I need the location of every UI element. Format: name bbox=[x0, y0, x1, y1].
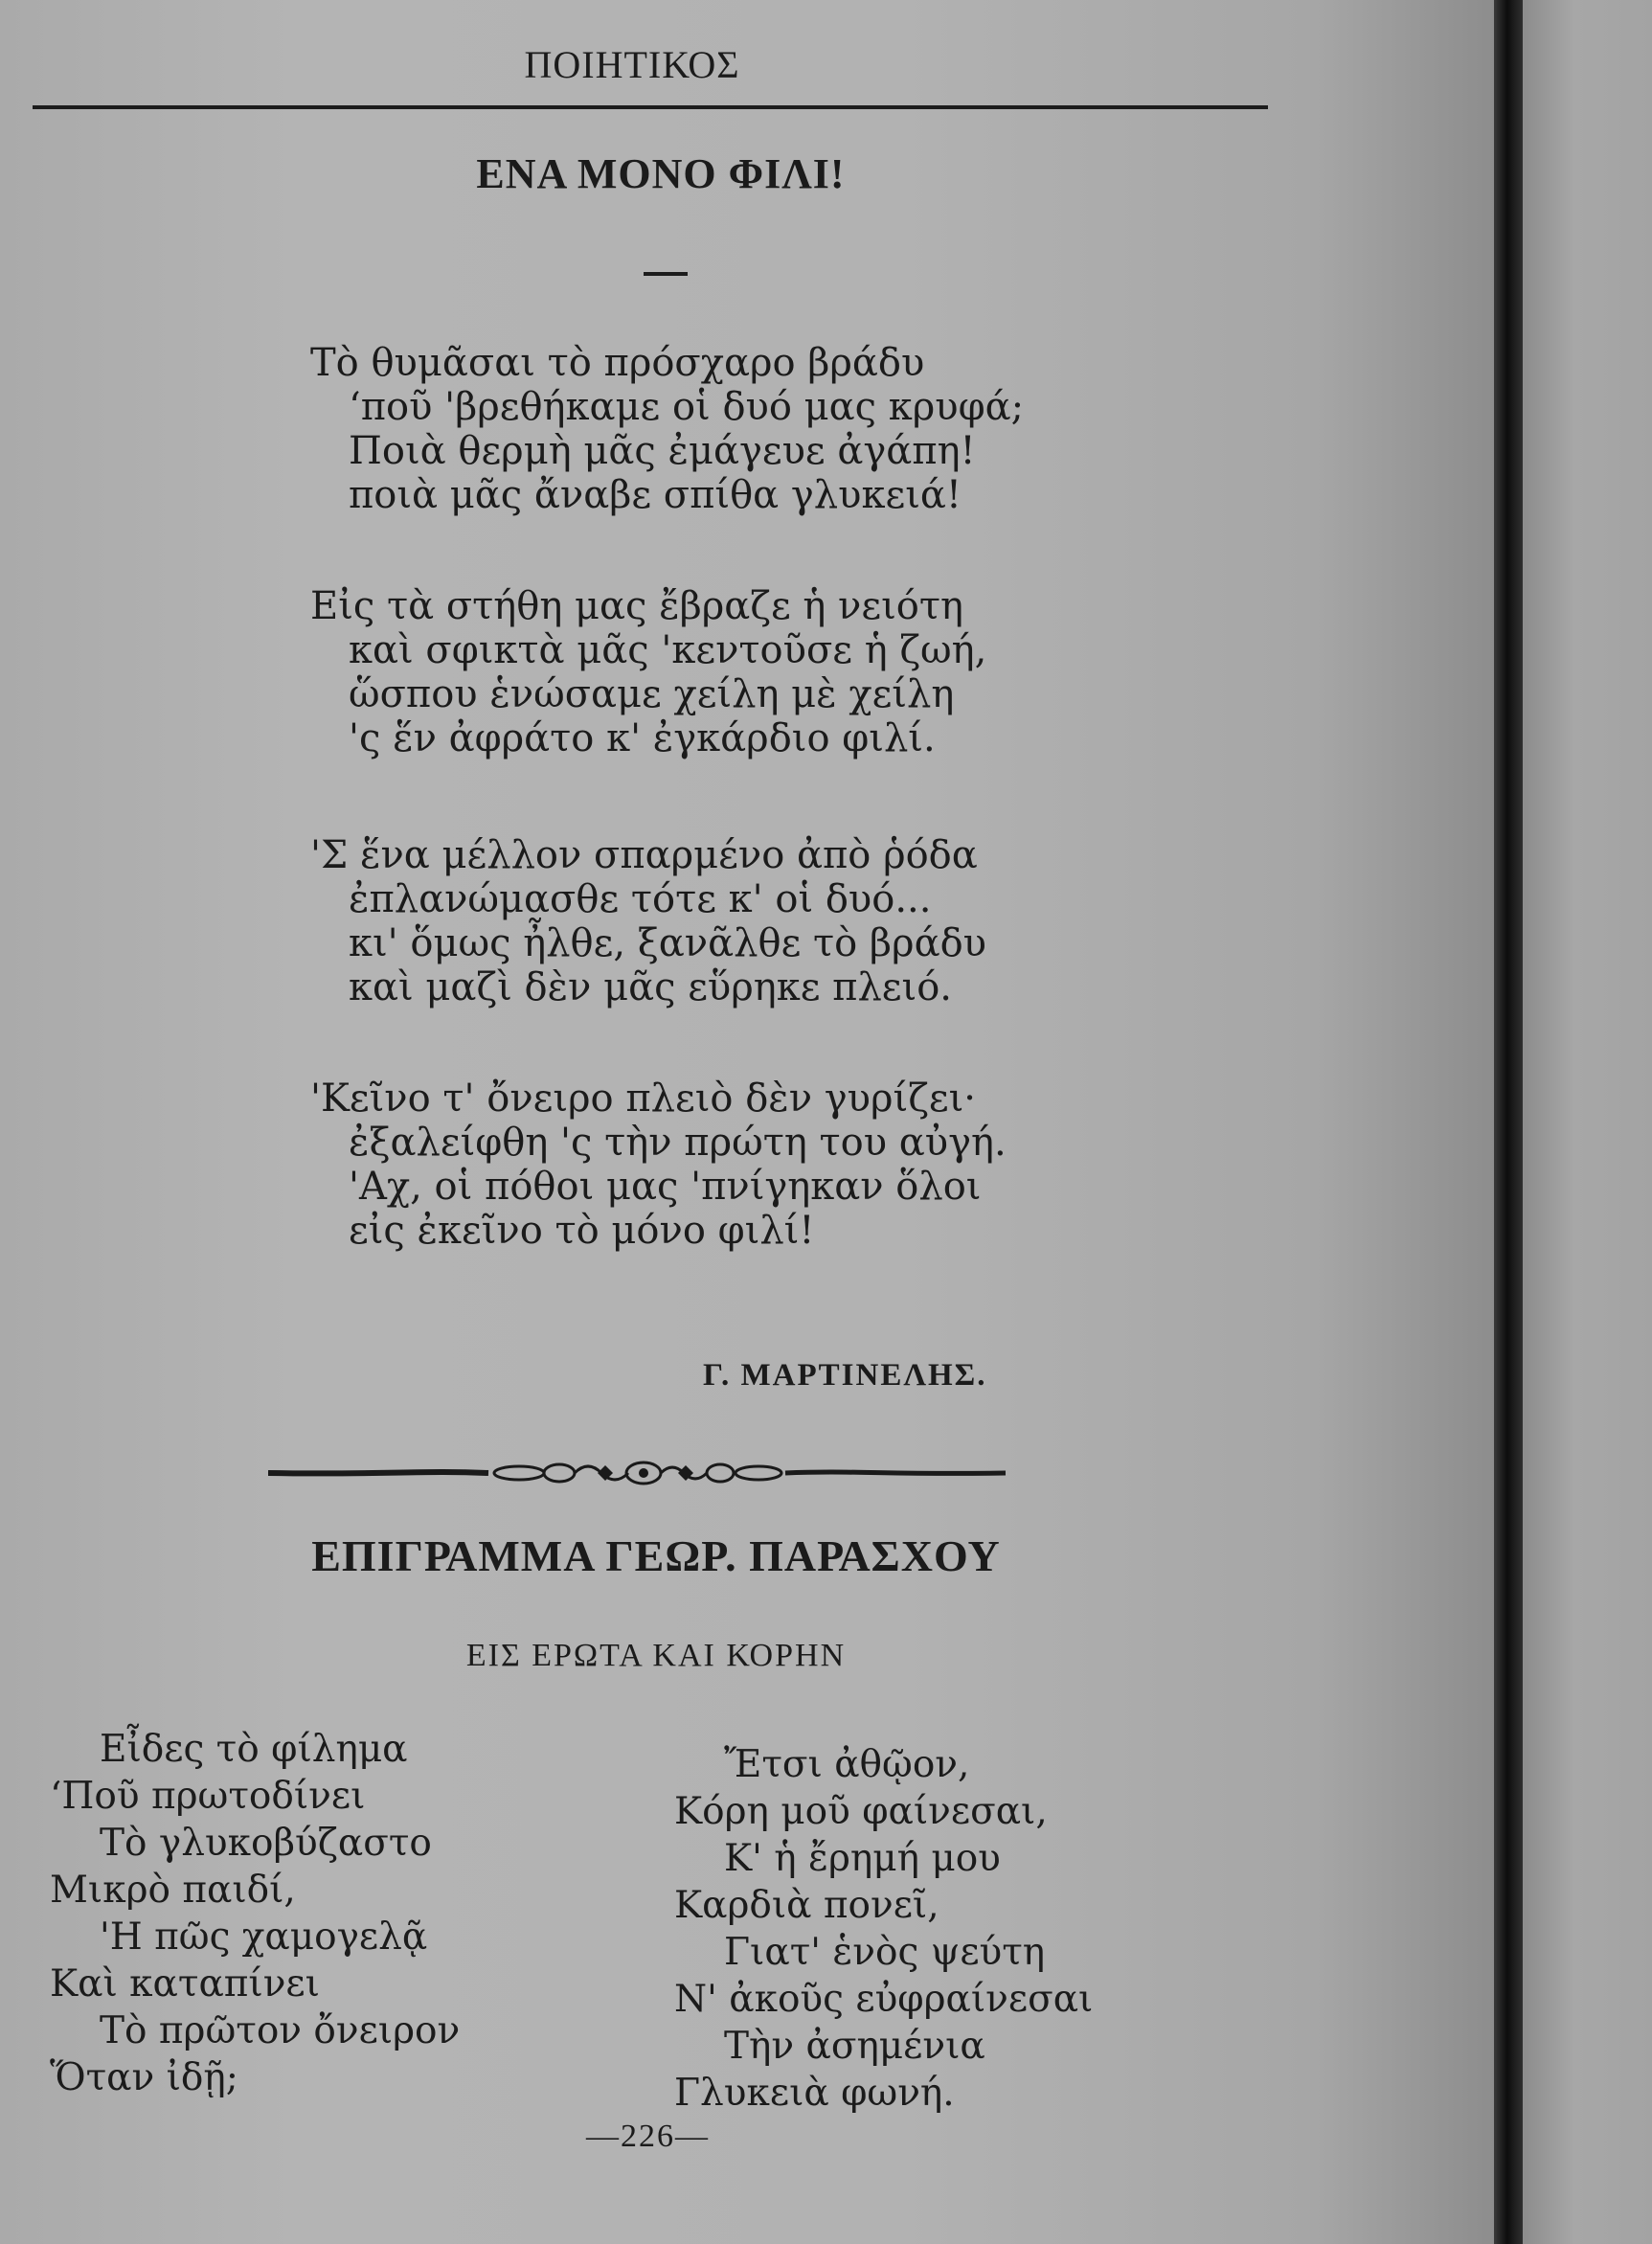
verse-line: Ὅταν ἰδῇ; bbox=[50, 2056, 238, 2099]
verse-line: Γλυκειὰ φωνή. bbox=[674, 2072, 955, 2115]
verse-line: 'Σ ἕνα μέλλον σπαρμένο ἀπὸ ῥόδα bbox=[310, 833, 978, 877]
running-head: ΠΟΙΗΤΙΚΟΣ bbox=[524, 43, 740, 86]
verse-line: Εἶδες τὸ φίλημα bbox=[100, 1728, 408, 1771]
book-gutter bbox=[1494, 0, 1523, 2244]
verse-line: ‘ποῦ 'βρεθήκαμε οἱ δυό μας κρυφά; bbox=[349, 385, 1025, 429]
epigram-title: ΕΠΙΓΡΑΜΜΑ ΓΕΩΡ. ΠΑΡΑΣΧΟΥ bbox=[311, 1531, 1001, 1580]
verse-line: ποιὰ μᾶς ἄναβε σπίθα γλυκειά! bbox=[349, 473, 962, 517]
epigram-left-column bbox=[50, 1726, 460, 2101]
verse-line: 'Η πῶς χαμογελᾷ bbox=[100, 1915, 428, 1959]
verse-line: καὶ σφικτὰ μᾶς 'κεντοῦσε ἡ ζωή, bbox=[349, 628, 987, 672]
verse-line: Κ' ἡ ἔρημή μου bbox=[724, 1837, 1001, 1880]
verse-line: Κόρη μοῦ φαίνεσαι, bbox=[674, 1790, 1048, 1833]
verse-line: Τὸ γλυκοβύζαστο bbox=[100, 1822, 432, 1865]
verse-line: 'Αχ, οἱ πόθοι μας 'πνίγηκαν ὅλοι bbox=[349, 1165, 982, 1209]
poem-stanza bbox=[310, 1077, 1007, 1253]
verse-line: 'Κεῖνο τ' ὄνειρο πλειὸ δὲν γυρίζει· bbox=[310, 1077, 976, 1121]
verse-line: Ν' ἀκοῦς εὐφραίνεσαι bbox=[674, 1978, 1094, 2021]
verse-line: ὥσπου ἑνώσαμε χείλη μὲ χείλη bbox=[349, 672, 955, 716]
epigram-right-column bbox=[674, 1741, 1093, 2117]
verse-line: Τὸ πρῶτον ὄνειρον bbox=[100, 2009, 461, 2052]
poem-title: ΕΝΑ ΜΟΝΟ ΦΙΛΙ! bbox=[476, 150, 846, 197]
verse-line: Ἔτσι ἀθῷον, bbox=[724, 1743, 970, 1786]
verse-line: Τὴν ἀσημένια bbox=[724, 2025, 985, 2068]
poem-signature: Γ. ΜΑΡΤΙΝΕΛΗΣ. bbox=[703, 1358, 987, 1393]
verse-line: Μικρὸ παιδί, bbox=[50, 1869, 296, 1912]
verse-line: κι' ὅμως ἦλθε, ξανᾶλθε τὸ βράδυ bbox=[349, 921, 986, 965]
verse-line: καὶ μαζὶ δὲν μᾶς εὕρηκε πλειό. bbox=[349, 965, 952, 1009]
poem-stanza bbox=[310, 833, 986, 1009]
verse-line: Εἰς τὰ στήθη μας ἔβραζε ἡ νειότη bbox=[310, 584, 963, 628]
page-number: —226— bbox=[586, 2119, 710, 2154]
verse-line: 'ς ἕν ἀφράτο κ' ἐγκάρδιο φιλί. bbox=[349, 716, 936, 760]
epigram-subtitle: ΕΙΣ ΕΡΩΤΑ ΚΑΙ ΚΟΡΗΝ bbox=[465, 1638, 847, 1673]
title-dash bbox=[644, 272, 688, 276]
header-rule bbox=[33, 105, 1268, 109]
verse-line: ‘Ποῦ πρωτοδίνει bbox=[50, 1775, 366, 1818]
verse-line: Καὶ καταπίνει bbox=[50, 1962, 320, 2006]
poem-stanza bbox=[310, 341, 1024, 517]
poem-stanza bbox=[310, 584, 986, 760]
verse-line: Γιατ' ἑνὸς ψεύτη bbox=[724, 1931, 1046, 1974]
facing-page-edge bbox=[1523, 0, 1652, 2244]
verse-line: Καρδιὰ πονεῖ, bbox=[674, 1884, 939, 1927]
verse-line: ἐπλανώμασθε τότε κ' οἱ δυό... bbox=[349, 877, 932, 921]
verse-line: ἐξαλείφθη 'ς τὴν πρώτη του αὐγή. bbox=[349, 1121, 1007, 1165]
ornamental-rule-icon bbox=[268, 1456, 1006, 1490]
verse-line: Ποιὰ θερμὴ μᾶς ἐμάγευε ἀγάπη! bbox=[349, 429, 976, 473]
verse-line: εἰς ἐκεῖνο τὸ μόνο φιλί! bbox=[349, 1209, 815, 1253]
verse-line: Τὸ θυμᾶσαι τὸ πρόσχαρο βράδυ bbox=[310, 341, 925, 385]
